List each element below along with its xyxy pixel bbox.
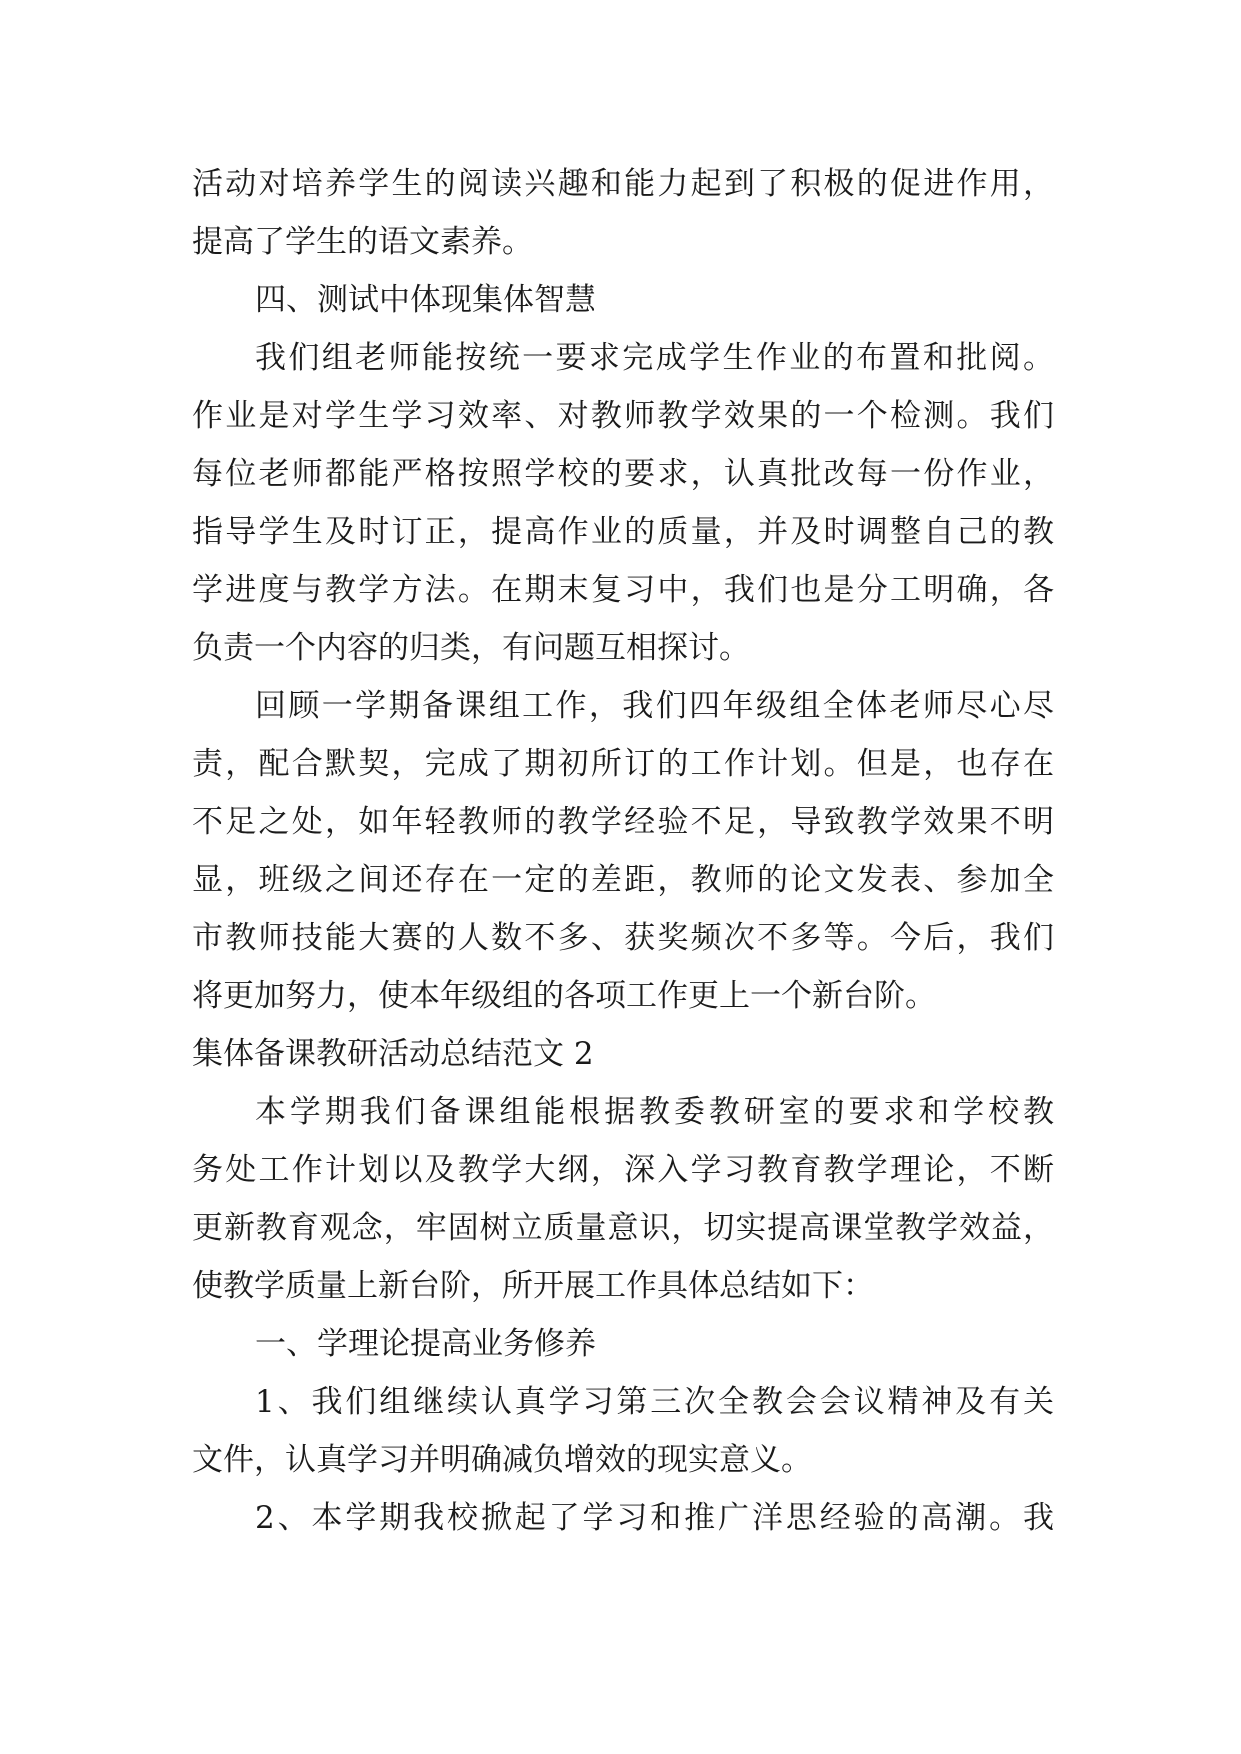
text-line: 指导学生及时订正，提高作业的质量，并及时调整自己的教 — [192, 514, 1054, 550]
text-line: 负责一个内容的归类，有问题互相探讨。 — [192, 630, 750, 666]
text-line: 每位老师都能严格按照学校的要求，认真批改每一份作业， — [192, 456, 1054, 492]
text-line: 我们组老师能按统一要求完成学生作业的布置和批阅。 — [255, 340, 1054, 376]
text-line: 责，配合默契，完成了期初所订的工作计划。但是，也存在 — [192, 746, 1054, 782]
text-line: 集体备课教研活动总结范文 2 — [192, 1036, 594, 1072]
text-line: 显，班级之间还存在一定的差距，教师的论文发表、参加全 — [192, 862, 1054, 898]
text-line: 作业是对学生学习效率、对教师教学效果的一个检测。我们 — [192, 398, 1054, 434]
text-line: 不足之处，如年轻教师的教学经验不足，导致教学效果不明 — [192, 804, 1054, 840]
text-line: 回顾一学期备课组工作，我们四年级组全体老师尽心尽 — [255, 688, 1054, 724]
text-line: 学进度与教学方法。在期末复习中，我们也是分工明确，各 — [192, 572, 1054, 608]
text-line: 1、我们组继续认真学习第三次全教会会议精神及有关 — [255, 1384, 1054, 1420]
text-line: 更新教育观念，牢固树立质量意识，切实提高课堂教学效益， — [192, 1210, 1054, 1246]
text-line: 一、学理论提高业务修养 — [255, 1326, 596, 1362]
text-line: 使教学质量上新台阶，所开展工作具体总结如下： — [192, 1268, 874, 1304]
text-line: 将更加努力，使本年级组的各项工作更上一个新台阶。 — [192, 978, 936, 1014]
text-line: 市教师技能大赛的人数不多、获奖频次不多等。今后，我们 — [192, 920, 1054, 956]
text-line: 四、测试中体现集体智慧 — [255, 282, 596, 318]
body-text — [192, 155, 1054, 1547]
text-line: 提高了学生的语文素养。 — [192, 224, 533, 260]
text-line: 文件，认真学习并明确减负增效的现实意义。 — [192, 1442, 812, 1478]
text-line: 活动对培养学生的阅读兴趣和能力起到了积极的促进作用， — [192, 166, 1054, 202]
text-line: 2、本学期我校掀起了学习和推广洋思经验的高潮。我 — [255, 1500, 1054, 1536]
text-line: 务处工作计划以及教学大纲，深入学习教育教学理论，不断 — [192, 1152, 1054, 1188]
text-line: 本学期我们备课组能根据教委教研室的要求和学校教 — [255, 1094, 1054, 1130]
